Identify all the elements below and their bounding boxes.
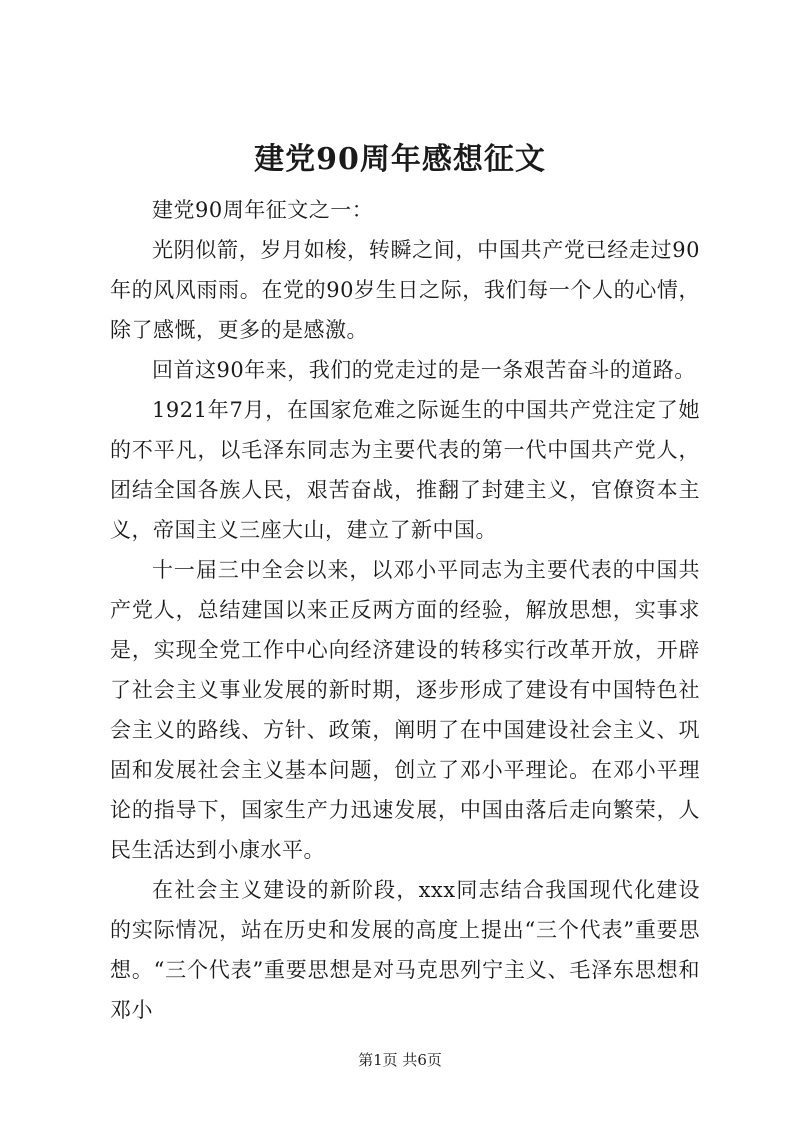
- document-title: 建党90周年感想征文: [254, 142, 546, 177]
- paragraph: 十一届三中全会以来，以邓小平同志为主要代表的中国共产党人，总结建国以来正反两方面的经验，解放思想，实事求是，实现全党工作中心向经济建设的转移实行改革开放，开辟了社会主义事业发展的新时期，逐步形成了建设有中国特色社会主义的路线、方针、政策，阐明了在中国建设社会主义、巩固和发展社会主义基本问题，创立了邓小平理论。在邓小平理论的指导下，国家生产力迅速发展，中国由落后走向繁荣，人民生活达到小康水平。: [110, 558, 700, 862]
- paragraph: 光阴似箭，岁月如梭，转瞬之间，中国共产党已经走过90年的风风雨雨。在党的90岁生日之际，我们每一个人的心情，除了感慨，更多的是感激。: [110, 238, 700, 342]
- page-footer: 第1页 共6页: [358, 1051, 442, 1069]
- document-body: [110, 190, 700, 1030]
- paragraph: 建党90周年征文之一：: [152, 198, 374, 222]
- paragraph: 回首这90年来，我们的党走过的是一条艰苦奋斗的道路。: [152, 358, 696, 382]
- paragraph: 在社会主义建设的新阶段，xxx同志结合我国现代化建设的实际情况，站在历史和发展的高度上提出“三个代表”重要思想。“三个代表”重要思想是对马克思列宁主义、毛泽东思想和邓小: [110, 878, 700, 1022]
- paragraph: 1921年7月，在国家危难之际诞生的中国共产党注定了她的不平凡，以毛泽东同志为主要代表的第一代中国共产党人，团结全国各族人民，艰苦奋战，推翻了封建主义，官僚资本主义，帝国主义三座大山，建立了新中国。: [110, 398, 700, 542]
